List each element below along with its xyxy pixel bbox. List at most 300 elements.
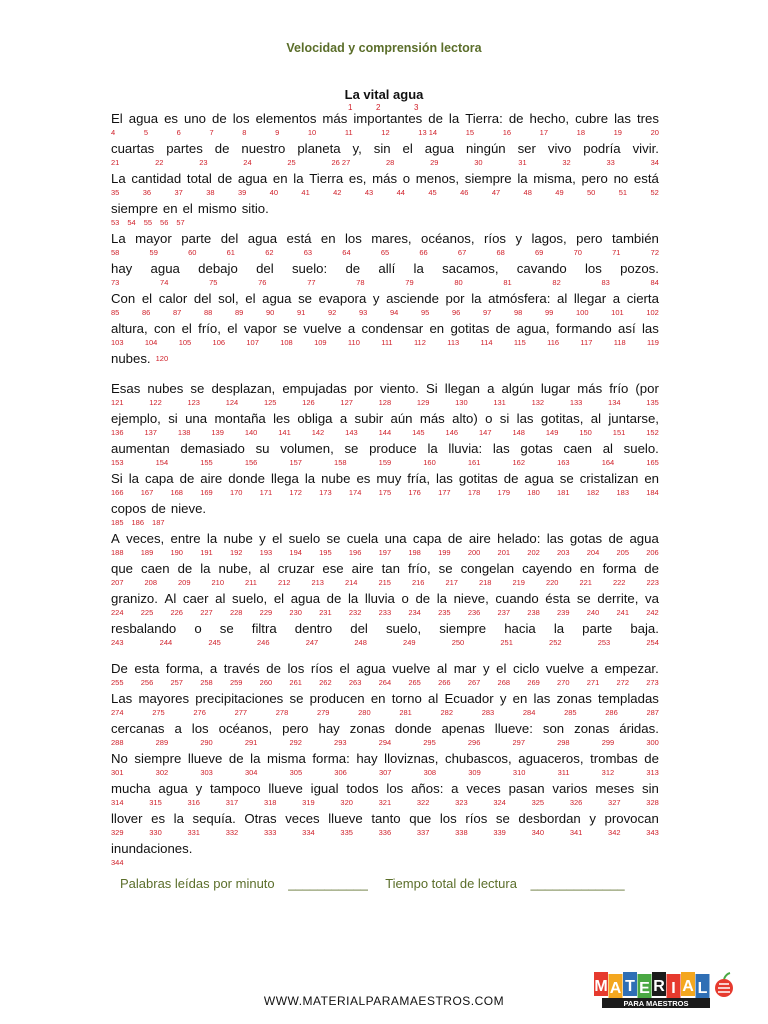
word-number: 85: [111, 308, 120, 317]
word-number: 317: [225, 798, 239, 807]
word-number: 328: [646, 798, 659, 807]
word-number-row: [111, 487, 659, 500]
word: altura,: [111, 321, 148, 336]
word: muy: [376, 471, 402, 486]
word-number: 289: [155, 738, 169, 747]
word: el: [272, 531, 283, 546]
word-number: 48: [523, 188, 532, 197]
word: cuela: [346, 531, 379, 546]
word: donde: [228, 471, 265, 486]
word-number: 12: [381, 128, 390, 137]
word-number-row: [111, 277, 659, 290]
word-number: 44: [396, 188, 405, 197]
word: ríos: [484, 231, 506, 246]
word: de: [177, 561, 193, 576]
word-number: 163: [557, 458, 570, 467]
word-number: 167: [140, 488, 154, 497]
word: la: [517, 171, 528, 186]
word-number: 192: [229, 548, 243, 557]
word: una: [384, 531, 407, 546]
word-number: 186: [131, 518, 145, 527]
word: cuartas: [111, 141, 155, 156]
word: en: [579, 561, 595, 576]
word-number: 175: [378, 488, 392, 497]
word-number: 216: [411, 578, 425, 587]
word: hay: [318, 721, 340, 736]
word-number: 273: [646, 678, 659, 687]
word-number: 83: [601, 278, 610, 287]
word: caen: [563, 441, 592, 456]
word: si: [499, 411, 510, 426]
word: granizo.: [111, 591, 158, 606]
logo-letter: I: [671, 980, 676, 997]
word-number: 67: [457, 248, 467, 257]
word-number: 138: [177, 428, 191, 437]
word-number: 39: [237, 188, 247, 197]
word-number: 226: [170, 608, 183, 617]
word: agua: [237, 171, 268, 186]
word: de: [415, 591, 431, 606]
word: se: [495, 811, 510, 826]
word-number: 284: [522, 708, 536, 717]
word: del: [350, 621, 368, 636]
word: se: [298, 291, 313, 306]
word-number: 198: [408, 548, 421, 557]
word: de: [503, 471, 519, 486]
word-number: 164: [601, 458, 615, 467]
word-number: 173: [319, 488, 332, 497]
word: suelo: [288, 531, 321, 546]
word: mucha: [111, 781, 151, 796]
word-number: 242: [646, 608, 659, 617]
word-number: 38: [206, 188, 215, 197]
word: a: [174, 721, 182, 736]
word: agua: [356, 661, 386, 676]
word: caen: [141, 561, 170, 576]
word-number: 153: [111, 458, 124, 467]
word-number: 184: [646, 488, 659, 497]
word: agua: [290, 591, 321, 606]
word: sequía.: [192, 811, 236, 826]
word-number: 189: [140, 548, 154, 557]
text-line: [111, 590, 659, 607]
word: llegar: [573, 291, 607, 306]
word-number: 224: [111, 608, 124, 617]
word: se: [438, 561, 453, 576]
word: la: [471, 291, 482, 306]
word: a: [209, 661, 218, 676]
word-number: 56: [160, 218, 169, 227]
word: nubes.: [111, 351, 151, 366]
word-number: 172: [289, 488, 302, 497]
word-number: 63: [303, 248, 313, 257]
word-number: 277: [234, 708, 248, 717]
word-number: 122: [149, 398, 162, 407]
word: agua: [524, 471, 554, 486]
word: Si: [425, 381, 438, 396]
word-number: 201: [497, 548, 511, 557]
word: y: [499, 691, 507, 706]
word: cubre: [575, 111, 609, 126]
word-number: 41: [301, 188, 310, 197]
word: los: [386, 781, 404, 796]
word-number: 210: [211, 578, 225, 587]
word-number: 53: [111, 218, 120, 227]
footer-fields: [120, 876, 680, 891]
text-line: [111, 660, 659, 677]
word-number: 10: [307, 128, 317, 137]
word: condensar: [361, 321, 424, 336]
word-number: 107: [246, 338, 259, 347]
word: todos: [346, 781, 379, 796]
time-label: Tiempo total de lectura: [385, 876, 517, 891]
word-number: 121: [111, 398, 124, 407]
word-number: 96: [452, 308, 461, 317]
word: cercanas: [111, 721, 165, 736]
title-num-2: 2: [376, 103, 381, 112]
word: no: [613, 171, 629, 186]
word-number: 285: [564, 708, 577, 717]
word-number: 187: [152, 518, 165, 527]
word: derrite,: [597, 591, 639, 606]
word-number: 8: [242, 128, 247, 137]
word-number: 234: [408, 608, 421, 617]
text-line: [111, 840, 659, 857]
word-number: 208: [144, 578, 158, 587]
word: la: [427, 441, 438, 456]
text-line: [111, 620, 659, 637]
svg-text:PARA MAESTROS: PARA MAESTROS: [623, 999, 689, 1008]
word-number: 64: [342, 248, 351, 257]
word-number: 247: [305, 638, 319, 647]
word-number: 11: [344, 128, 353, 137]
text-line: [111, 380, 659, 397]
word-number: 306: [334, 768, 347, 777]
word-number: 9: [275, 128, 280, 137]
word-number: 89: [235, 308, 244, 317]
word-number: 166: [111, 488, 124, 497]
word-number: 78: [356, 278, 365, 287]
word: de: [428, 111, 443, 126]
word: sin: [373, 141, 391, 156]
word: vuelve: [545, 661, 585, 676]
word-number: 204: [586, 548, 600, 557]
word: y: [195, 781, 203, 796]
word-number: 335: [340, 828, 353, 837]
word-number: 136: [111, 428, 124, 437]
word-number: 250: [451, 638, 465, 647]
word: frío,: [407, 561, 431, 576]
word: hacia: [504, 621, 536, 636]
word: y: [259, 531, 266, 546]
word-number: 134: [608, 398, 621, 407]
word: lagos,: [531, 231, 567, 246]
word-number: 286: [605, 708, 618, 717]
word: Tierra:: [465, 111, 503, 126]
word-number: 21: [111, 158, 120, 167]
word-number: 344: [111, 858, 124, 867]
word: la: [553, 621, 565, 636]
word: nube,: [218, 561, 252, 576]
word-number: 37: [174, 188, 183, 197]
word-number: 135: [646, 398, 659, 407]
word-number: 144: [378, 428, 392, 437]
word-number: 257: [170, 678, 183, 687]
word-number: 147: [478, 428, 492, 437]
word: vivir.: [632, 141, 659, 156]
word-number: 28: [386, 158, 395, 167]
word: al: [215, 591, 226, 606]
word-number: 243: [111, 638, 124, 647]
word: vuelve: [303, 321, 342, 336]
word: áridas.: [619, 721, 659, 736]
word: provocan: [604, 811, 659, 826]
word-number: 128: [378, 398, 392, 407]
word-number: 162: [512, 458, 525, 467]
word: trombas: [590, 751, 638, 766]
word-number: 42: [333, 188, 342, 197]
logo-letter: L: [697, 980, 708, 997]
word-number: 341: [569, 828, 583, 837]
word-number: 87: [173, 308, 182, 317]
word: de: [345, 261, 361, 276]
word: así: [618, 321, 636, 336]
logo-letter: E: [639, 980, 650, 997]
word: océanos,: [421, 231, 475, 246]
word-number: 298: [557, 738, 570, 747]
word-number: 123: [187, 398, 200, 407]
word-number-row: [111, 857, 659, 870]
word-number: 108: [280, 338, 293, 347]
word: o: [402, 171, 411, 186]
word-number: 181: [557, 488, 570, 497]
text-line: [111, 690, 659, 707]
website-url[interactable]: WWW.MATERIALPARAMAESTROS.COM: [263, 994, 505, 1008]
word: los: [232, 111, 250, 126]
word: al: [602, 441, 613, 456]
word: a: [612, 291, 621, 306]
word: debajo: [198, 261, 238, 276]
word: tres: [636, 111, 659, 126]
word: aumentan: [111, 441, 170, 456]
word-number: 81: [503, 278, 512, 287]
word: Si: [111, 471, 123, 486]
word-number: 228: [229, 608, 243, 617]
word: a: [339, 411, 348, 426]
word: los: [287, 661, 305, 676]
word-number: 130: [455, 398, 468, 407]
word: llueve: [187, 751, 223, 766]
logo-letter: A: [609, 980, 622, 997]
word: se: [344, 441, 359, 456]
word-number: 308: [423, 768, 437, 777]
word-number: 318: [263, 798, 277, 807]
word: agua: [158, 781, 188, 796]
word-number: 340: [531, 828, 545, 837]
word-number: 34: [650, 158, 659, 167]
word-number: 304: [244, 768, 258, 777]
word: ese: [322, 561, 344, 576]
word: en: [272, 171, 288, 186]
word: los: [345, 231, 362, 246]
word: torno: [391, 691, 422, 706]
word-number: 101: [611, 308, 624, 317]
word-number: 125: [263, 398, 277, 407]
word: en: [644, 471, 659, 486]
word: nubes: [147, 381, 184, 396]
word: misma,: [533, 171, 576, 186]
word-number: 301: [111, 768, 124, 777]
word: tampoco: [209, 781, 261, 796]
word-number: 150: [579, 428, 592, 437]
word: allí: [378, 261, 396, 276]
word-number: 279: [316, 708, 330, 717]
word-number: 18: [576, 128, 585, 137]
word: agua: [128, 111, 159, 126]
word-number-row: [111, 367, 659, 380]
word-number: 248: [354, 638, 367, 647]
word: lluvia:: [448, 441, 483, 456]
word-number: 231: [319, 608, 332, 617]
word-number: 244: [159, 638, 173, 647]
word-number-row: [111, 607, 659, 620]
word: llueve: [328, 811, 363, 826]
word-number: 80: [454, 278, 463, 287]
word: mismo: [197, 201, 237, 216]
word: calor: [158, 291, 188, 306]
word: planeta: [297, 141, 341, 156]
word: forma,: [165, 661, 204, 676]
word: cierta: [626, 291, 659, 306]
word-number: 322: [416, 798, 430, 807]
word: cavando: [516, 261, 567, 276]
word-number: 255: [111, 678, 124, 687]
word-number: 140: [244, 428, 258, 437]
word-number: 319: [302, 798, 315, 807]
word: se: [289, 691, 304, 706]
word-number-row: [111, 737, 659, 750]
word: subir: [354, 411, 384, 426]
word-number: 75: [209, 278, 218, 287]
word: llover: [111, 811, 143, 826]
text-line: [111, 110, 659, 127]
word: nube: [321, 471, 351, 486]
word: la: [436, 591, 447, 606]
word-number: 142: [311, 428, 325, 437]
word-number: 214: [344, 578, 358, 587]
word-number: 51: [618, 188, 628, 197]
word: forma: [602, 561, 637, 576]
word-number: 179: [497, 488, 511, 497]
word-number: 252: [549, 638, 562, 647]
word-number: 259: [229, 678, 243, 687]
word-number: 30: [474, 158, 483, 167]
word: las: [533, 691, 551, 706]
word: menos,: [415, 171, 460, 186]
ppm-blank: ___________: [288, 876, 368, 891]
text-line: [111, 780, 659, 797]
word: a: [590, 661, 598, 676]
text-line: [111, 200, 659, 217]
word-number: 225: [140, 608, 154, 617]
word: atmósfera:: [488, 291, 551, 306]
text-line: [111, 440, 659, 457]
word: se: [219, 621, 234, 636]
word: el: [181, 321, 192, 336]
word: gotitas,: [540, 411, 584, 426]
word-number: 50: [587, 188, 596, 197]
word: zonas: [349, 721, 385, 736]
word-number-row: [111, 187, 659, 200]
word-number-row: [111, 247, 659, 260]
word: va: [645, 591, 659, 606]
word-number: 65: [380, 248, 390, 257]
word-number: 31: [518, 158, 527, 167]
word: siempre: [111, 201, 158, 216]
word: veces,: [126, 531, 165, 546]
word: la: [413, 261, 424, 276]
word: se: [559, 471, 574, 486]
word: por: [445, 291, 465, 306]
word: los: [191, 721, 209, 736]
word: apenas: [441, 721, 485, 736]
word: partes: [166, 141, 203, 156]
text-line: [111, 810, 659, 827]
word: importantes: [353, 111, 423, 126]
word-number: 133: [569, 398, 583, 407]
word: la: [173, 811, 184, 826]
word-number-row: [111, 127, 659, 140]
word-number: 327: [608, 798, 621, 807]
word: vuelve: [392, 661, 431, 676]
word-number: 310: [512, 768, 526, 777]
word-number: 158: [334, 458, 347, 467]
word: aún: [390, 411, 413, 426]
word-number: 312: [601, 768, 615, 777]
text-line: [111, 320, 659, 337]
word-number: 86: [142, 308, 151, 317]
word: siempre: [464, 171, 512, 186]
word: es: [164, 111, 179, 126]
word-number: 315: [149, 798, 162, 807]
word-number: 180: [527, 488, 540, 497]
word: la: [293, 171, 304, 186]
word-number: 211: [245, 578, 257, 587]
word-number: 74: [160, 278, 169, 287]
word: es,: [348, 171, 367, 186]
word-number-row: [111, 397, 659, 410]
word-number: 141: [278, 428, 291, 437]
word: sacamos,: [442, 261, 499, 276]
word-number: 329: [111, 828, 124, 837]
word-number: 316: [187, 798, 200, 807]
word: nieve.: [170, 501, 207, 516]
word-number: 146: [445, 428, 459, 437]
word: sitio.: [241, 201, 269, 216]
word-number: 4: [111, 128, 116, 137]
text-line: [111, 260, 659, 277]
word: pero: [282, 721, 309, 736]
word-number: 152: [646, 428, 659, 437]
word-number-row: [111, 457, 659, 470]
word-number: 77: [307, 278, 316, 287]
word: también: [611, 231, 659, 246]
reading-title: La vital agua: [344, 87, 424, 102]
word-number: 323: [455, 798, 468, 807]
word-number: 275: [152, 708, 165, 717]
word-number: 7: [209, 128, 214, 137]
word: capa: [412, 531, 442, 546]
